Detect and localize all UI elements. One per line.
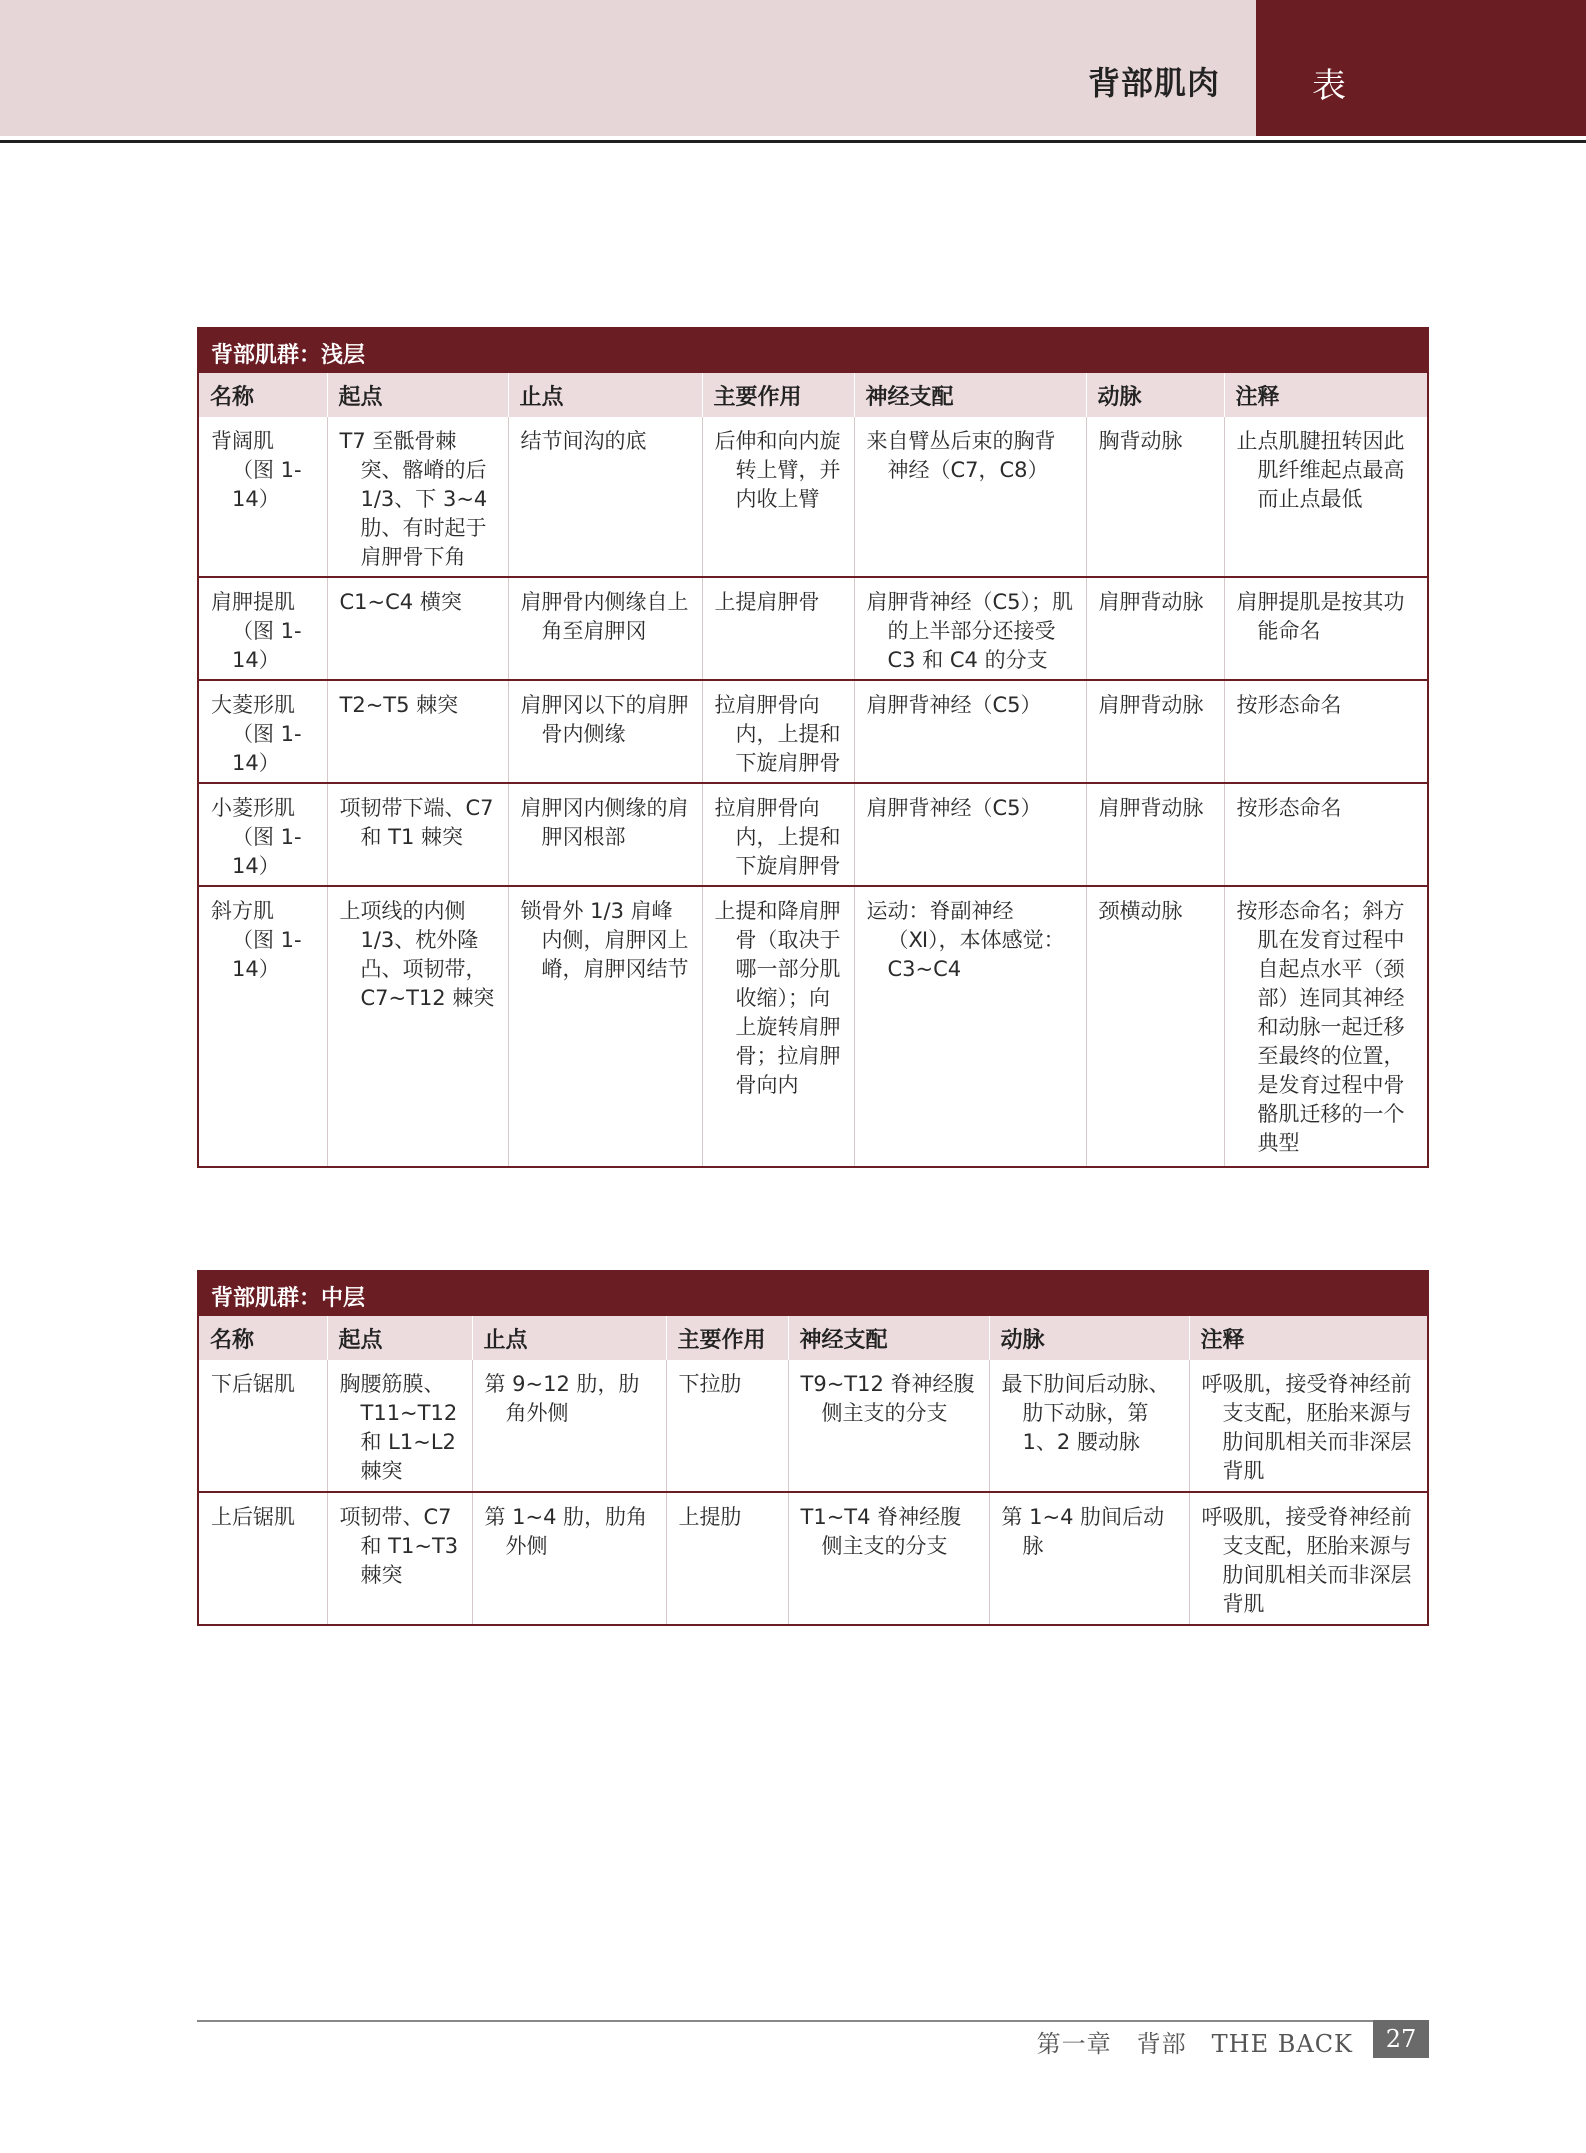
table-cell (327, 577, 508, 680)
table-row (199, 1492, 1427, 1624)
table-cell (989, 1360, 1189, 1492)
cell-text: 背阔肌 （图 1-14） (211, 429, 302, 511)
table-cell (1189, 1492, 1427, 1624)
cell-text: 止点肌腱扭转因此肌纤维起点最高而止点最低 (1236, 429, 1405, 511)
table-cell (788, 1360, 989, 1492)
table-cell (508, 417, 702, 577)
table-cell (854, 417, 1086, 577)
cell-text: 锁骨外 1/3 肩峰内侧，肩胛冈上嵴，肩胛冈结节 (520, 899, 689, 981)
cell-text: 肩胛提肌是按其功能命名 (1236, 590, 1405, 643)
header-divider (0, 140, 1586, 143)
column-header: 止点 (472, 1316, 666, 1360)
table-cell (854, 886, 1086, 1166)
table-cell (327, 1360, 472, 1492)
table-cell (854, 783, 1086, 886)
table-cell (327, 680, 508, 783)
table-header-row (199, 373, 1427, 417)
cell-text: 肩胛背神经（C5） (866, 693, 1042, 717)
table-cell (1086, 680, 1224, 783)
table-row (199, 886, 1427, 1166)
cell-text: 肩胛背神经（C5）；肌的上半部分还接受 C3 和 C4 的分支 (866, 590, 1074, 672)
cell-text: 项韧带、C7 和 T1~T3 棘突 (339, 1505, 459, 1587)
cell-text: 下拉肋 (678, 1372, 742, 1396)
table-cell (199, 1492, 327, 1624)
cell-text: 上后锯肌 (211, 1505, 295, 1529)
cell-text: 上项线的内侧 1/3、枕外隆凸、项韧带，C7~T12 棘突 (339, 899, 495, 1010)
cell-text: 来自臂丛后束的胸背神经（C7，C8） (866, 429, 1056, 482)
column-header: 动脉 (989, 1316, 1189, 1360)
table-cell (854, 680, 1086, 783)
cell-text: 拉肩胛骨向内，上提和下旋肩胛骨 (714, 693, 841, 775)
cell-text: 肩胛冈内侧缘的肩胛冈根部 (520, 796, 689, 849)
cell-text: 拉肩胛骨向内，上提和下旋肩胛骨 (714, 796, 841, 878)
cell-text: 呼吸肌，接受脊神经前支支配，胚胎来源与肋间肌相关而非深层背肌 (1201, 1505, 1412, 1616)
cell-text: 按形态命名 (1236, 693, 1342, 717)
muscle-table (199, 373, 1427, 1166)
table-cell (1086, 886, 1224, 1166)
table-cell (666, 1492, 788, 1624)
cell-text: T9~T12 脊神经腹侧主支的分支 (800, 1372, 975, 1425)
table-superficial (197, 327, 1429, 1168)
footer-chapter: 第一章 背部 THE BACK (1036, 2030, 1353, 2058)
column-header: 神经支配 (854, 373, 1086, 417)
header-divider-light (0, 136, 1586, 139)
table-cell (854, 577, 1086, 680)
table-header-row (199, 1316, 1427, 1360)
cell-text: 颈横动脉 (1098, 899, 1183, 923)
cell-text: 项韧带下端、C7 和 T1 棘突 (339, 796, 494, 849)
table-cell (199, 1360, 327, 1492)
footer-divider (197, 2020, 1429, 2022)
page-number: 27 (1373, 2020, 1429, 2058)
table-cell (508, 680, 702, 783)
table-row (199, 1360, 1427, 1492)
header-tab-label: 表 (1312, 66, 1346, 106)
cell-text: T2~T5 棘突 (339, 693, 459, 717)
column-header: 名称 (199, 373, 327, 417)
column-header: 注释 (1224, 373, 1427, 417)
cell-text: 按形态命名；斜方肌在发育过程中自起点水平（颈部）连同其神经和动脉一起迁移至最终的位置，是发育过程中骨骼肌迁移的一个典型 (1236, 899, 1405, 1155)
column-header: 名称 (199, 1316, 327, 1360)
table-cell (508, 886, 702, 1166)
cell-text: 肩胛背动脉 (1098, 590, 1204, 614)
table-cell (1086, 417, 1224, 577)
cell-text: 第 1~4 肋间后动脉 (1001, 1505, 1165, 1558)
cell-text: 胸背动脉 (1098, 429, 1183, 453)
column-header: 止点 (508, 373, 702, 417)
page-header (0, 0, 1586, 136)
cell-text: T1~T4 脊神经腹侧主支的分支 (800, 1505, 962, 1558)
column-header: 神经支配 (788, 1316, 989, 1360)
cell-text: 上提肋 (678, 1505, 742, 1529)
table-cell (702, 577, 854, 680)
cell-text: 第 1~4 肋，肋角外侧 (484, 1505, 648, 1558)
cell-text: 第 9~12 肋，肋角外侧 (484, 1372, 640, 1425)
table-cell (666, 1360, 788, 1492)
cell-text: 大菱形肌 （图 1-14） (211, 693, 302, 775)
table-row (199, 680, 1427, 783)
table-middle (197, 1270, 1429, 1626)
cell-text: 下后锯肌 (211, 1372, 295, 1396)
cell-text: 小菱形肌 （图 1-14） (211, 796, 302, 878)
cell-text: 运动：脊副神经（Ⅺ），本体感觉：C3~C4 (866, 899, 1065, 981)
cell-text: 胸腰筋膜、T11~T12 和 L1~L2 棘突 (339, 1372, 458, 1483)
cell-text: 按形态命名 (1236, 796, 1342, 820)
cell-text: 结节间沟的底 (520, 429, 647, 453)
table-cell (1224, 680, 1427, 783)
table-cell (199, 577, 327, 680)
table-cell (1189, 1360, 1427, 1492)
cell-text: 后伸和向内旋转上臂，并内收上臂 (714, 429, 841, 511)
table-cell (199, 783, 327, 886)
table-cell (199, 417, 327, 577)
table-cell (472, 1492, 666, 1624)
cell-text: T7 至骶骨棘突、髂嵴的后 1/3、下 3~4 肋、有时起于肩胛骨下角 (339, 429, 488, 569)
table-row (199, 783, 1427, 886)
cell-text: 最下肋间后动脉、肋下动脉，第 1、2 腰动脉 (1001, 1372, 1170, 1454)
table-cell (1224, 886, 1427, 1166)
table-cell (327, 1492, 472, 1624)
cell-text: 上提和降肩胛骨（取决于哪一部分肌收缩）；向上旋转肩胛骨；拉肩胛骨向内 (714, 899, 841, 1097)
table-cell (508, 577, 702, 680)
table-cell (1086, 783, 1224, 886)
header-tab (1256, 0, 1586, 136)
table-cell (1224, 577, 1427, 680)
table-title: 背部肌群：中层 (199, 1272, 1427, 1316)
muscle-table (199, 1316, 1427, 1624)
column-header: 动脉 (1086, 373, 1224, 417)
table-cell (1086, 577, 1224, 680)
table-row (199, 417, 1427, 577)
table-cell (472, 1360, 666, 1492)
column-header: 注释 (1189, 1316, 1427, 1360)
table-title: 背部肌群：浅层 (199, 329, 1427, 373)
cell-text: 肩胛背动脉 (1098, 796, 1204, 820)
cell-text: 斜方肌 （图 1-14） (211, 899, 302, 981)
table-cell (508, 783, 702, 886)
table-cell (1224, 417, 1427, 577)
table-cell (702, 783, 854, 886)
cell-text: 肩胛提肌 （图 1-14） (211, 590, 302, 672)
table-cell (199, 886, 327, 1166)
table-row (199, 577, 1427, 680)
cell-text: 肩胛骨内侧缘自上角至肩胛冈 (520, 590, 689, 643)
column-header: 主要作用 (666, 1316, 788, 1360)
table-cell (702, 680, 854, 783)
table-cell (788, 1492, 989, 1624)
column-header: 起点 (327, 373, 508, 417)
table-cell (327, 417, 508, 577)
table-cell (327, 783, 508, 886)
cell-text: 肩胛背神经（C5） (866, 796, 1042, 820)
table-cell (702, 886, 854, 1166)
table-cell (327, 886, 508, 1166)
cell-text: 肩胛背动脉 (1098, 693, 1204, 717)
column-header: 起点 (327, 1316, 472, 1360)
table-cell (199, 680, 327, 783)
cell-text: 呼吸肌，接受脊神经前支支配，胚胎来源与肋间肌相关而非深层背肌 (1201, 1372, 1412, 1483)
table-cell (702, 417, 854, 577)
cell-text: 肩胛冈以下的肩胛骨内侧缘 (520, 693, 689, 746)
cell-text: C1~C4 横突 (339, 590, 462, 614)
table-cell (1224, 783, 1427, 886)
table-cell (989, 1492, 1189, 1624)
cell-text: 上提肩胛骨 (714, 590, 820, 614)
column-header: 主要作用 (702, 373, 854, 417)
section-title: 背部肌肉 (1087, 64, 1220, 102)
